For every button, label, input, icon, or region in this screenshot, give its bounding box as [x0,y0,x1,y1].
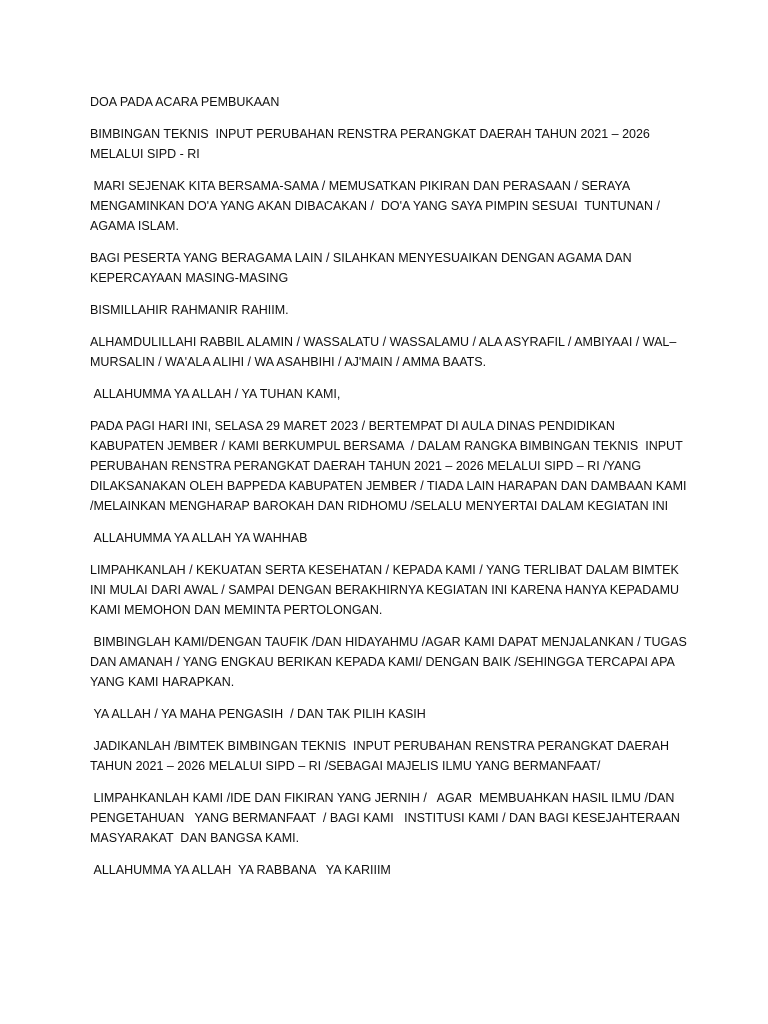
document-body [90,92,690,892]
paragraph: ALLAHUMMA YA ALLAH YA RABBANA YA KARIIIM [90,863,391,877]
paragraph: PADA PAGI HARI INI, SELASA 29 MARET 2023 / BERTEMPAT DI AULA DINAS PENDIDIKAN KABUPATEN JEMBER / KAMI BERKUMPUL BERSAMA / DALAM RANGKA BIMBINGAN TEKNIS INPUT PERUBAHAN RENSTRA PERANGKAT DAERAH TAHUN 2021 – 2026 MELALUI SIPD – RI /YANG DILAKSANAKAN OLEH BAPPEDA KABUPATEN JEMBER / TIADA LAIN HARAPAN DAN DAMBAAN KAMI /MELAINKAN MENGHARAP BAROKAH DAN RIDHOMU /SELALU MENYERTAI DALAM KEGIATAN INI [90,419,690,513]
paragraph: BISMILLAHIR RAHMANIR RAHIIM. [90,303,289,317]
paragraph: YA ALLAH / YA MAHA PENGASIH / DAN TAK PILIH KASIH [90,707,426,721]
paragraph: BIMBINGLAH KAMI/DENGAN TAUFIK /DAN HIDAYAHMU /AGAR KAMI DAPAT MENJALANKAN / TUGAS DAN AMANAH / YANG ENGKAU BERIKAN KEPADA KAMI/ DENGAN BAIK /SEHINGGA TERCAPAI APA YANG KAMI HARAPKAN. [90,635,691,689]
paragraph: JADIKANLAH /BIMTEK BIMBINGAN TEKNIS INPUT PERUBAHAN RENSTRA PERANGKAT DAERAH TAHUN 2021 – 2026 MELALUI SIPD – RI /SEBAGAI MAJELIS ILMU YANG BERMANFAAT/ [90,739,673,773]
paragraph: ALLAHUMMA YA ALLAH YA WAHHAB [90,531,308,545]
paragraph: LIMPAHKANLAH KAMI /IDE DAN FIKIRAN YANG JERNIH / AGAR MEMBUAHKAN HASIL ILMU /DAN PENGETAHUAN YANG BERMANFAAT / BAGI KAMI INSTITUSI KAMI / DAN BAGI KESEJAHTERAAN MASYARAKAT DAN BANGSA KAMI. [90,791,684,845]
paragraph: ALHAMDULILLAHI RABBIL ALAMIN / WASSALATU / WASSALAMU / ALA ASYRAFIL / AMBIYAAI / WAL– MURSALIN / WA'ALA ALIHI / WA ASAHBIHI / AJ'MAIN / AMMA BAATS. [90,335,680,369]
paragraph: MARI SEJENAK KITA BERSAMA-SAMA / MEMUSATKAN PIKIRAN DAN PERASAAN / SERAYA MENGAMINKAN DO'A YANG AKAN DIBACAKAN / DO'A YANG SAYA PIMPIN SESUAI TUNTUNAN / AGAMA ISLAM. [90,179,663,233]
document-title: DOA PADA ACARA PEMBUKAAN [90,95,280,109]
paragraph: ALLAHUMMA YA ALLAH / YA TUHAN KAMI, [90,387,341,401]
paragraph: BAGI PESERTA YANG BERAGAMA LAIN / SILAHKAN MENYESUAIKAN DENGAN AGAMA DAN KEPERCAYAAN MASING-MASING [90,251,636,285]
paragraph: LIMPAHKANLAH / KEKUATAN SERTA KESEHATAN / KEPADA KAMI / YANG TERLIBAT DALAM BIMTEK INI MULAI DARI AWAL / SAMPAI DENGAN BERAKHIRNYA KEGIATAN INI KARENA HANYA KEPADAMU KAMI MEMOHON DAN MEMINTA PERTOLONGAN. [90,563,683,617]
event-subtitle: BIMBINGAN TEKNIS INPUT PERUBAHAN RENSTRA PERANGKAT DAERAH TAHUN 2021 – 2026 MELALUI SIPD - RI [90,127,654,161]
